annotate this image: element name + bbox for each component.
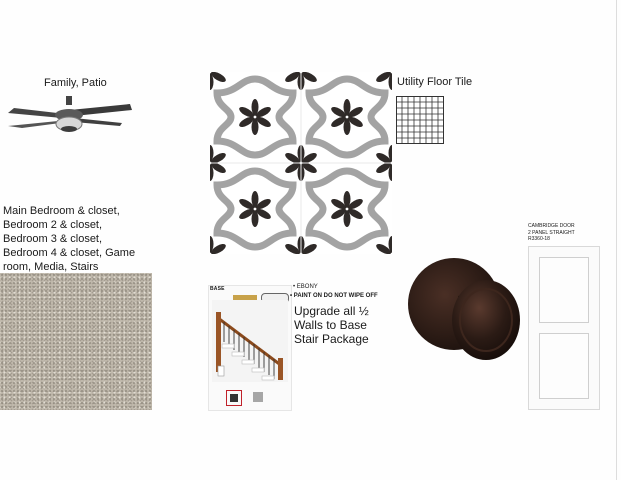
door-upper-panel — [539, 257, 589, 323]
door-caption-line: 2 PANEL STRAIGHT — [528, 229, 575, 236]
utility-mosaic-tile-image — [396, 96, 444, 144]
door-caption-line: CAMBRIDGE DOOR — [528, 223, 575, 229]
paint-instruction-note — [290, 292, 378, 300]
ebony-stain-swatch — [226, 390, 242, 406]
staircase-image — [212, 300, 288, 382]
patterned-floor-tile-image — [210, 72, 392, 254]
door-caption-line: R3360-18 — [528, 236, 550, 242]
carpet-caption-line: Bedroom 4 & closet, Game — [3, 247, 136, 259]
door-lower-panel — [539, 333, 589, 399]
paint-color-label: EBONY — [296, 284, 318, 290]
bullet-icon: • — [293, 284, 297, 290]
bullet-icon: • — [290, 293, 294, 299]
carpet-caption-line: room, Media, Stairs — [3, 261, 99, 273]
stair-card-tag: BASE — [210, 286, 225, 292]
stair-upgrade-line: Walls to Base — [294, 318, 367, 332]
stair-package-card — [208, 285, 292, 411]
gray-stain-swatch — [253, 392, 263, 402]
stair-upgrade-line: Stair Package — [294, 332, 369, 346]
stair-upgrade-text — [294, 304, 369, 346]
carpet-caption-line: Bedroom 2 & closet, — [3, 219, 103, 231]
two-panel-door-image — [528, 246, 600, 410]
ceiling-fan-image — [4, 96, 136, 140]
carpet-caption-line: Main Bedroom & closet, — [3, 205, 120, 217]
paint-color-note — [293, 283, 318, 291]
page-edge — [616, 0, 617, 480]
utility-tile-caption: Utility Floor Tile — [397, 76, 473, 88]
stair-upgrade-line: Upgrade all ½ — [294, 304, 369, 318]
carpet-caption-line: Bedroom 3 & closet, — [3, 233, 103, 245]
paint-instruction-label: PAINT ON DO NOT WIPE OFF — [293, 293, 378, 299]
carpet-swatch-image — [0, 273, 152, 410]
carpet-caption — [3, 204, 153, 274]
fan-caption: Family, Patio — [44, 77, 107, 89]
door-caption — [528, 223, 575, 243]
door-knob-image — [406, 256, 524, 368]
